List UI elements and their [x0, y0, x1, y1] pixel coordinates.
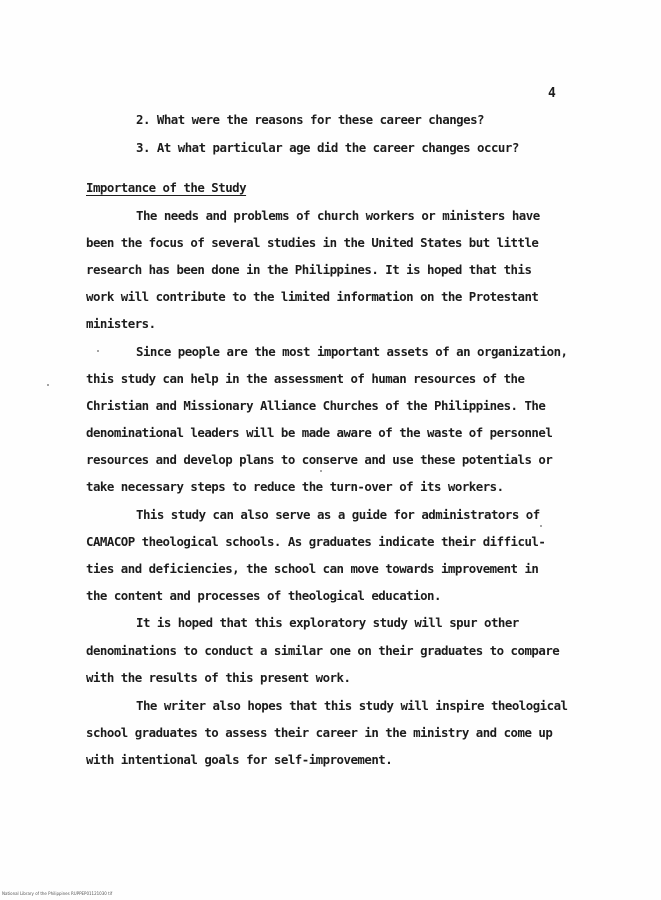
question-3: 3. At what particular age did the career changes occur?	[136, 140, 519, 155]
paragraph-1-line-1: The needs and problems of church workers or ministers have	[136, 208, 540, 223]
paragraph-1-line-5: ministers.	[86, 316, 156, 331]
paragraph-2-line-5: resources and develop plans to conserve and use these potentials or	[86, 452, 553, 467]
section-heading: Importance of the Study	[86, 180, 247, 195]
paragraph-4-line-2: denominations to conduct a similar one on their graduates to compare	[86, 643, 560, 658]
footer-source-note: National Library of the Philippines RUPPEP01121030 tif	[2, 891, 113, 896]
paragraph-1-line-3: research has been done in the Philippines. It is hoped that this	[86, 262, 532, 277]
paragraph-2-line-2: this study can help in the assessment of human resources of the	[86, 371, 525, 386]
paragraph-5-line-2: school graduates to assess their career in the ministry and come up	[86, 725, 553, 740]
paragraph-4-line-3: with the results of this present work.	[86, 670, 351, 685]
paragraph-1-line-4: work will contribute to the limited information on the Protestant	[86, 289, 539, 304]
paragraph-3-line-2: CAMACOP theological schools. As graduates indicate their difficul-	[86, 534, 546, 549]
scan-speck	[320, 470, 322, 472]
paragraph-2-line-4: denominational leaders will be made aware of the waste of personnel	[86, 425, 553, 440]
paragraph-2-line-1: Since people are the most important assets of an organization,	[136, 344, 568, 359]
page-number: 4	[548, 86, 556, 101]
scan-speck	[47, 384, 49, 386]
paragraph-3-line-1: This study can also serve as a guide for administrators of	[136, 507, 540, 522]
paragraph-5-line-1: The writer also hopes that this study will inspire theological	[136, 698, 568, 713]
paragraph-5-line-3: with intentional goals for self-improvement.	[86, 752, 393, 767]
question-2: 2. What were the reasons for these career changes?	[136, 112, 484, 127]
paragraph-3-line-3: ties and deficiencies, the school can move towards improvement in	[86, 561, 539, 576]
scan-speck	[540, 525, 542, 527]
scan-speck	[97, 350, 99, 352]
paragraph-4-line-1: It is hoped that this exploratory study will spur other	[136, 615, 519, 630]
paragraph-1-line-2: been the focus of several studies in the United States but little	[86, 235, 539, 250]
paragraph-2-line-6: take necessary steps to reduce the turn-over of its workers.	[86, 479, 504, 494]
paragraph-3-line-4: the content and processes of theological education.	[86, 588, 441, 603]
paragraph-2-line-3: Christian and Missionary Alliance Churches of the Philippines. The	[86, 398, 546, 413]
